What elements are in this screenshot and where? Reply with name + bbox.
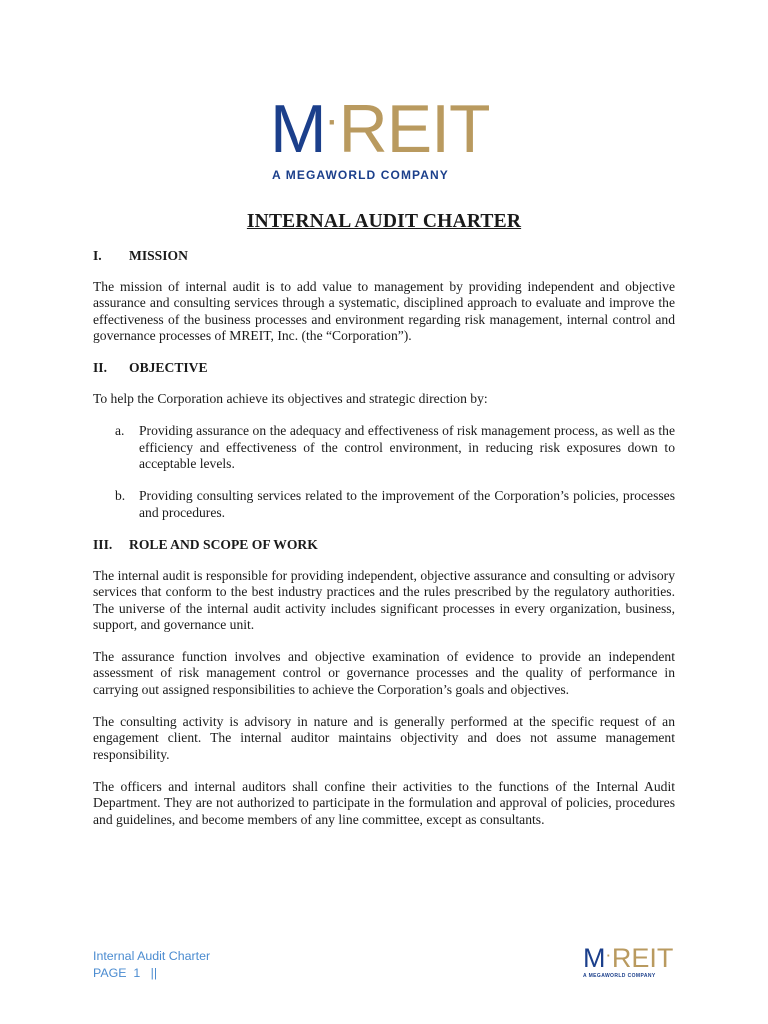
list-item bbox=[93, 423, 675, 472]
document-title: INTERNAL AUDIT CHARTER bbox=[246, 211, 522, 232]
footer-logo-dot: · bbox=[606, 948, 611, 963]
footer-logo-letters-reit: REIT bbox=[611, 943, 674, 973]
section-number: II. bbox=[93, 360, 107, 376]
list-item bbox=[93, 488, 675, 521]
page-footer bbox=[93, 948, 210, 982]
section-title: OBJECTIVE bbox=[129, 360, 208, 376]
section-heading-objective bbox=[93, 360, 675, 376]
role-paragraph-4: The officers and internal auditors shall confine their activities to the functions of the Internal Audit Department. They are not authorized to participate in the formulation and approval of policies, procedures and guidelines, and become members of any line committee, except as consultants. bbox=[93, 778, 675, 827]
objective-intro: To help the Corporation achieve its objectives and strategic direction by: bbox=[93, 391, 488, 407]
footer-document-name: Internal Audit Charter bbox=[93, 949, 211, 963]
section-heading-mission bbox=[93, 248, 675, 264]
mreit-logo bbox=[270, 91, 504, 182]
section-title: MISSION bbox=[129, 248, 188, 263]
role-paragraph-2: The assurance function involves and objective examination of evidence to provide an independent assessment of risk management control or governance processes and the quality of performance in carrying out assigned responsibilities to achieve the Corporation’s goals and objectives. bbox=[93, 649, 675, 697]
list-item-text: Providing assurance on the adequacy and effectiveness of risk management process, as well as the efficiency and effectiveness of the control environment, in reducing risk exposures down to acceptable levels. bbox=[139, 423, 675, 472]
footer-mreit-logo bbox=[583, 943, 674, 979]
role-paragraph-3: The consulting activity is advisory in nature and is generally performed at the specific request of an engagement client. The internal auditor maintains objectivity and does not assume management responsibility. bbox=[93, 714, 675, 762]
section-heading-role-scope bbox=[93, 537, 675, 553]
section-number: I. bbox=[93, 248, 102, 263]
list-marker: b. bbox=[115, 488, 126, 504]
footer-logo-mark bbox=[583, 943, 674, 973]
role-paragraph-1: The internal audit is responsible for providing independent, objective assurance and consulting or advisory services that conform to the best industry practices and the rules prescribed by the regulatory authorities. The universe of the internal audit activity includes significant processes in every organization, business, support, and governance unit. bbox=[93, 567, 675, 632]
logo-tagline: A MEGAWORLD COMPANY bbox=[272, 168, 449, 182]
footer-logo-tagline: A MEGAWORLD COMPANY bbox=[583, 973, 656, 979]
section-title: ROLE AND SCOPE OF WORK bbox=[129, 536, 318, 552]
logo-dot: · bbox=[327, 106, 337, 139]
footer-page-number: PAGE 1 || bbox=[93, 966, 158, 980]
list-marker: a. bbox=[115, 423, 125, 439]
footer-logo-letter-m: M bbox=[583, 943, 606, 973]
logo-mark bbox=[270, 91, 504, 167]
section-number: III. bbox=[93, 536, 113, 552]
objective-list bbox=[93, 423, 675, 520]
mission-paragraph: The mission of internal audit is to add value to management by providing independent and objective assurance and consulting services through a systematic, disciplined approach to evaluate and improve the effectiveness of the business processes and environment regarding risk management, internal control and governance processes of MREIT, Inc. (the “Corporation”). bbox=[93, 279, 675, 343]
logo-letter-m: M bbox=[270, 91, 326, 167]
document-body bbox=[93, 211, 675, 844]
list-item-text: Providing consulting services related to the improvement of the Corporation’s policies, processes and procedures. bbox=[139, 488, 675, 520]
logo-letters-reit: REIT bbox=[338, 91, 490, 167]
